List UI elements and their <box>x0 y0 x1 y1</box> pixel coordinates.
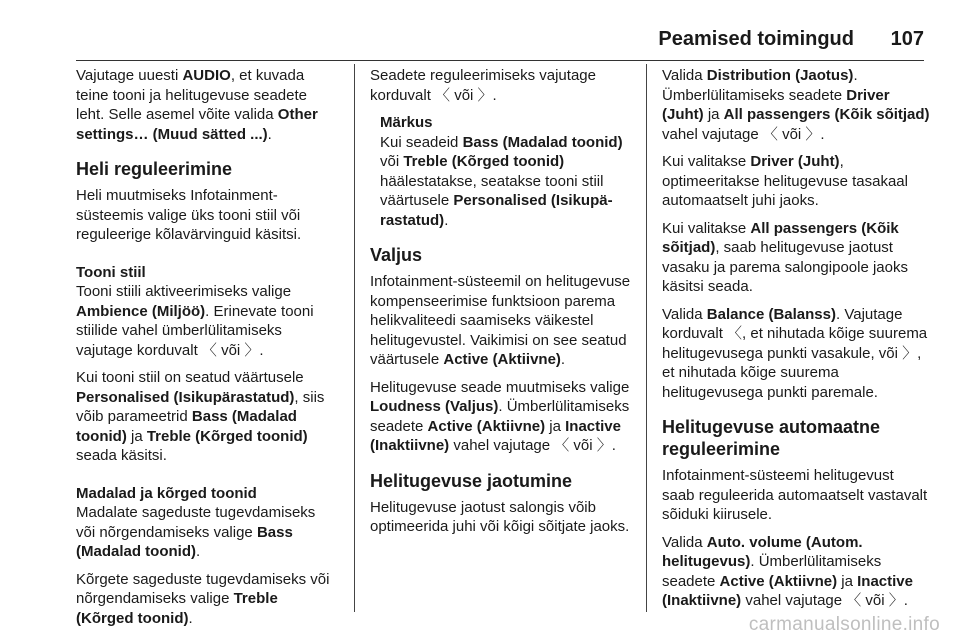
note-box: Märkus Kui seadeid Bass (Madalad toonid) või Treble (Kõrged toonid) häälestatakse, seatakse tooni stiil väärtusele Personalised (Isikupä-rastatud). <box>380 113 632 230</box>
paragraph: Helitugevuse seade muutmiseks valige Loudness (Valjus). Ümberlülitamiseks seadete Active (Aktiivne) ja Inactive (Inaktiivne) vahel vajutage 〈 või 〉. <box>370 378 630 454</box>
column-divider <box>354 64 355 612</box>
heading-helitugevuse-automaatne: Helitugevuse automaatne reguleerimine <box>662 417 881 459</box>
heading-heli-reguleerimine: Heli reguleerimine <box>76 159 233 179</box>
paragraph: Madalate sageduste tugevdamiseks või nõrgendamiseks valige Bass (Madalad toonid). <box>76 504 316 560</box>
paragraph: Kui valitakse All passengers (Kõik sõitjad), saab helitugevuse jaotust vasaku ja parema salongipoole jaoks käsitsi seada. <box>662 219 908 295</box>
paragraph: Helitugevuse jaotust salongis võib optimeerida juhi või kõigi sõitjate jaoks. <box>370 498 630 535</box>
paragraph: Kui tooni stiil on seatud väärtusele Personalised (Isikupärastatud), siis võib parameetrid Bass (Madalad toonid) ja Treble (Kõrged toonid) seada käsitsi. <box>76 369 325 464</box>
paragraph: Infotainment-süsteemil on helitugevuse kompenseerimise funktsioon parema helikvaliteedi saamiseks väikestel helitugevustel. Vaikimisi on see seatud väärtusele Active (Aktiivne). <box>370 273 631 368</box>
paragraph: Vajutage uuesti AUDIO, et kuvada teine tooni ja helitugevuse seadete leht. Selle asemel võite valida Other settings… (Muud sätted ...). <box>76 67 318 143</box>
heading-madalad-korged: Madalad ja kõrged toonid <box>76 484 257 502</box>
heading-valjus: Valjus <box>370 245 423 265</box>
header-rule <box>76 60 924 61</box>
paragraph: Tooni stiili aktiveerimiseks valige Ambience (Miljöö). Erinevate tooni stiilide vahel ümberlülitamiseks vajutage korduvalt 〈 või 〉. <box>76 283 314 359</box>
column-2 <box>370 66 632 545</box>
heading-helitugevuse-jaotumine: Helitugevuse jaotumine <box>370 470 573 491</box>
paragraph: Seadete reguleerimiseks vajutage korduvalt 〈 või 〉. <box>370 67 596 104</box>
paragraph: Valida Auto. volume (Autom. helitugevus). Ümberlülitamiseks seadete Active (Aktiivne) ja Inactive (Inaktiivne) vahel vajutage 〈 või 〉. <box>662 533 913 609</box>
column-1 <box>76 66 338 636</box>
paragraph: Heli muutmiseks Infotainment-süsteemis valige üks tooni stiil või reguleerige kõlavärvinguid käsitsi. <box>76 187 302 243</box>
paragraph: Valida Distribution (Jaotus). Ümberlülitamiseks seadete Driver (Juht) ja All passengers (Kõik sõitjad) vahel vajutage 〈 või 〉. <box>662 67 930 143</box>
page-header <box>76 22 924 52</box>
page-number: 107 <box>890 28 924 50</box>
column-divider <box>646 64 647 612</box>
section-title: Peamised toimingud <box>658 28 854 50</box>
paragraph: Valida Balance (Balanss). Vajutage korduvalt 〈, et nihutada kõige suurema helitugevusega punkti vasakule, või 〉, et nihutada kõige suurema helitugevusega punkti paremale. <box>662 305 928 401</box>
paragraph: Infotainment-süsteemi helitugevust saab reguleerida automaatselt vastavalt sõiduki kiirusele. <box>662 467 928 523</box>
note-title: Märkus <box>380 114 433 131</box>
column-3 <box>662 66 930 619</box>
heading-tooni-stiil: Tooni stiil <box>76 263 146 281</box>
paragraph: Kui valitakse Driver (Juht), optimeeritakse helitugevuse tasakaal automaatselt juhi jaoks. <box>662 153 908 209</box>
paragraph: Kõrgete sageduste tugevdamiseks või nõrgendamiseks valige Treble (Kõrged toonid). <box>76 570 330 627</box>
watermark: carmanualsonline.info <box>748 614 940 635</box>
